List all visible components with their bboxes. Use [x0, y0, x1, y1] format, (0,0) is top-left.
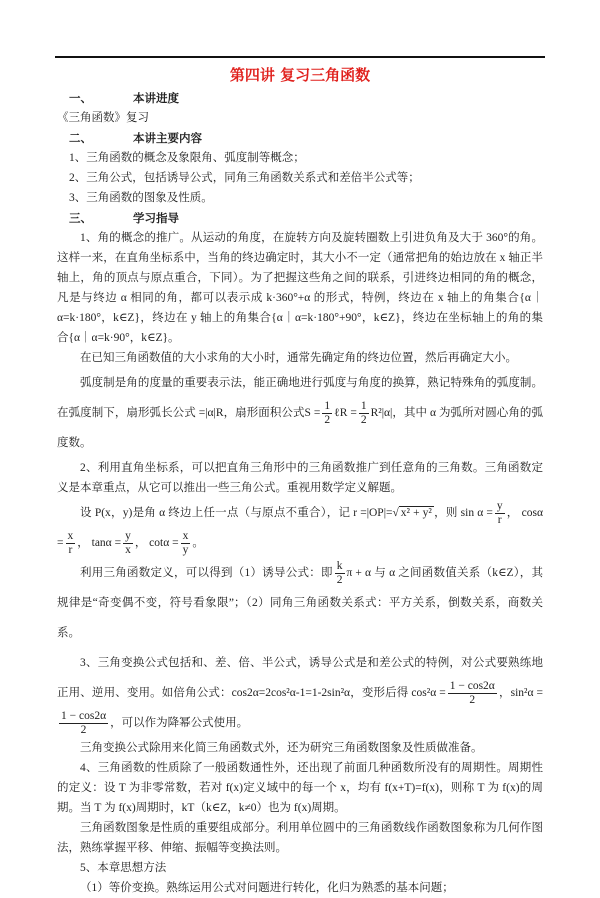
document-page: [55, 56, 545, 898]
formula-induction: 利用三角函数定义，可以得到（1）诱导公式：即 $\frac{k}{2}$ π + α 与 α 之间函数值关系（k∈Z），其规律是“奇变偶不变，符号看象限”；（2）同角三角函数关系式：平方关系，倒数关系，商数关系。: [57, 559, 543, 639]
section-heading-1: 一、 本讲进度: [69, 91, 179, 105]
section-heading-3: 三、 学习指导: [69, 211, 179, 225]
paragraph-graphs: 三角函数图象是性质的重要组成部分。利用单位圆中的三角函数线作函数图象称为几何作图法，熟练掌握平移、伸缩、振幅等变换法则。: [57, 822, 543, 854]
header-rule: [55, 56, 545, 58]
formula-definition: 设 P(x，y)是角 α 终边上任一点（与原点不重合），记 r =|OP|=√ x² + y² ，则 sin α = $\frac{y}{r}$ ， cosα = $\frac{x}{r}$ ， tanα = $\frac{y}{x}$ ， cotα = $\frac{x}{y}$ 。: [57, 499, 543, 556]
section-1-text: 《三角函数》复习: [57, 112, 149, 124]
paragraph-periodicity: 4、三角函数的性质除了一般函数通性外，还出现了前面几种函数所没有的周期性。周期性的定义：设 T 为非零常数，若对 f(x)定义域中的每一个 x，均有 f(x+T)=f(x)，则称 T 为 f(x)的周期。当 T 为 f(x)周期时，kT（k∈Z，k≠0）也为 f(x)周期。: [57, 762, 543, 814]
document-title: 第四讲 复习三角函数: [229, 66, 371, 84]
paragraph-radian: 弧度制是角的度量的重要表示法，能正确地进行弧度与角度的换算，熟记特殊角的弧度制。在弧度制下，扇形弧长公式 =|α|R，扇形面积公式S = $\frac{1}{2}$ ℓR = $\frac{1}{2}$ R²|α|，其中 α 为弧所对圆心角的弧度数。: [57, 377, 543, 449]
paragraph: 5、本章思想方法: [80, 862, 167, 874]
paragraph: 三角变换公式除用来化简三角函数式外，还为研究三角函数图象及性质做准备。: [80, 742, 483, 754]
list-item: 3、三角函数的图象及性质。: [69, 192, 213, 204]
list-item: 1、三角函数的概念及象限角、弧度制等概念；: [69, 152, 305, 164]
section-heading-2: 二、 本讲主要内容: [69, 131, 202, 145]
paragraph: 在已知三角函数值的大小求角的大小时，通常先确定角的终边位置，然后再确定大小。: [80, 352, 517, 364]
formula-double-angle: 3、三角变换公式包括和、差、倍、半公式，诱导公式是和差公式的特例，对公式要熟练地正用、逆用、变用。如倍角公式：cos2α=2cos²α-1=1-2sin²α，变形后得 cos²α = $\frac{1 - \cos 2\alpha}{2}$ ，sin²α = $\frac{1 - \cos 2\alpha}{2}$ ，可以作为降幂公式使用。: [57, 657, 544, 736]
list-item: 2、三角公式，包括诱导公式，同角三角函数关系式和差倍半公式等；: [69, 172, 420, 184]
paragraph-angle-concept: 1、角的概念的推广。从运动的角度，在旋转方向及旋转圈数上引进负角及大于 360°的角。这样一来，在直角坐标系中，当角的终边确定时，其大小不一定（通常把角的始边放在 x 轴正半轴上，角的顶点与原点重合，下同）。为了把握这些角之间的联系，引进终边相同的角的概念，凡是与终边 α 相同的角，都可以表示成 k·360°+α 的形式，特例，终边在 x 轴上的角集合{α｜α=k·180°，k∈Z}，终边在 y 轴上的角集合{α｜α=k·180°+90°，k∈Z}，终边在坐标轴上的角的集合{α｜α=k·90°，k∈Z}。: [57, 232, 544, 344]
paragraph-coordinate: 2、利用直角坐标系，可以把直角三角形中的三角函数推广到任意角的三角数。三角函数定义是本章重点，从它可以推出一些三角公式。重视用数学定义解题。: [57, 462, 543, 494]
paragraph: （1）等价变换。熟练运用公式对问题进行转化，化归为熟悉的基本问题；: [80, 882, 454, 894]
